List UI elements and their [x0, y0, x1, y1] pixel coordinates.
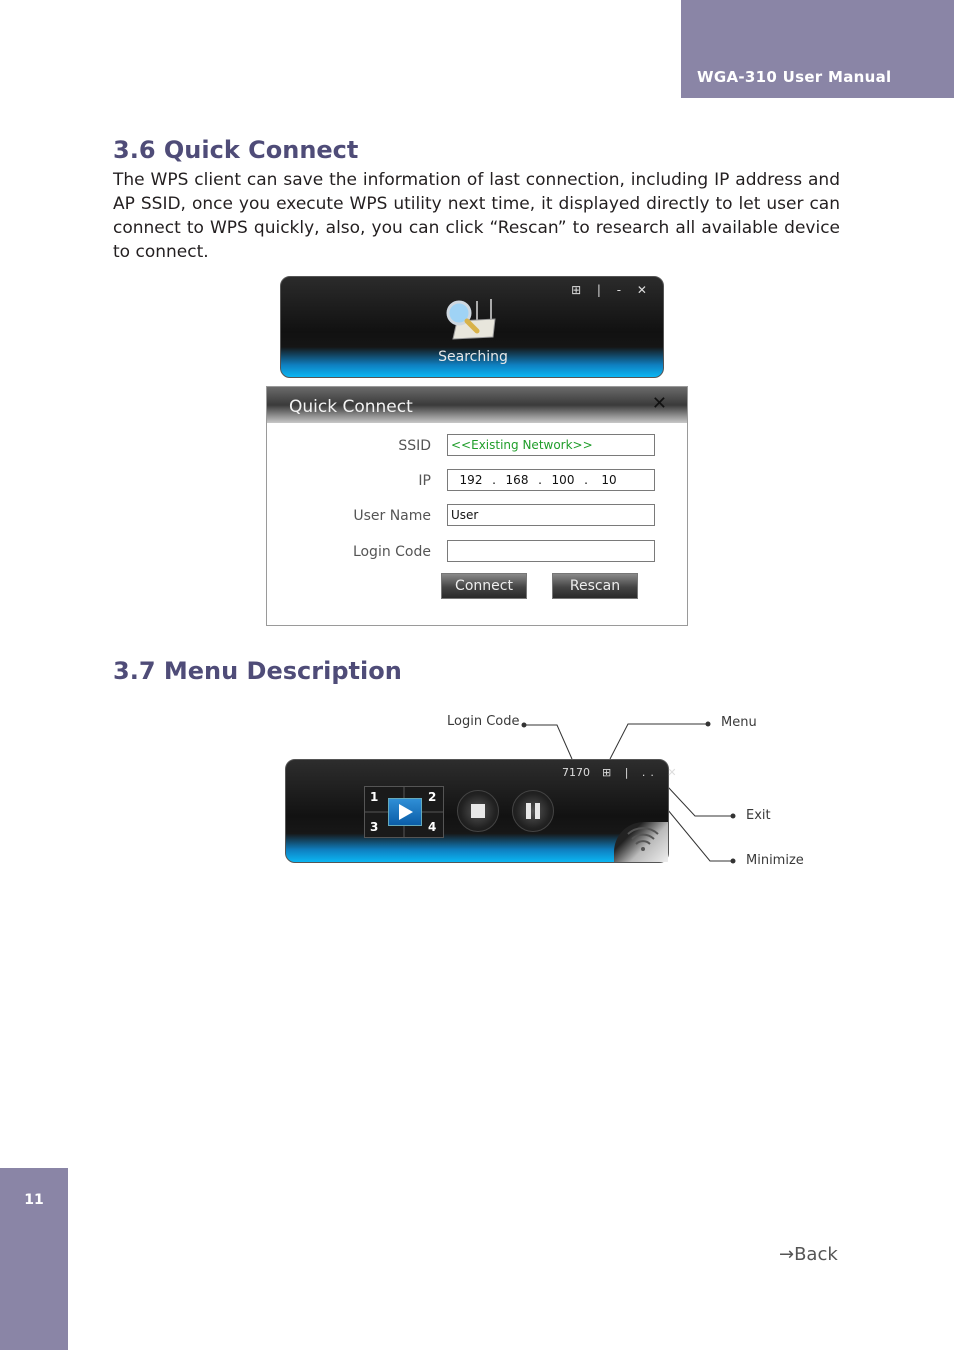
- callout-login-code: Login Code: [447, 714, 520, 729]
- slot-1[interactable]: 1: [370, 790, 379, 804]
- callout-exit: Exit: [746, 808, 771, 823]
- pause-button[interactable]: [512, 790, 554, 832]
- ip-octet-2[interactable]: 168: [505, 473, 529, 487]
- stop-button[interactable]: [457, 790, 499, 832]
- quick-connect-paragraph: The WPS client can save the information of last connection, including IP address and AP SSID, once you execute WPS utility next time, it displayed directly to let user can connect to WPS quickly, also, you can click “Rescan” to research all available device to connect.: [113, 170, 840, 262]
- ip-octet-4[interactable]: 10: [601, 473, 617, 487]
- play-icon: [389, 799, 421, 825]
- pause-icon: [513, 791, 553, 831]
- menu-description-heading: 3.7 Menu Description: [113, 657, 402, 685]
- rescan-button[interactable]: Rescan: [552, 573, 638, 599]
- wifi-icon: [614, 822, 668, 862]
- ip-octet-1[interactable]: 192: [459, 473, 483, 487]
- ip-octet-3[interactable]: 100: [551, 473, 575, 487]
- searching-status: Searching: [438, 349, 508, 365]
- wps-player-widget: [285, 759, 682, 863]
- ssid-label: SSID: [398, 438, 431, 454]
- manual-title: WGA-310 User Manual: [697, 68, 892, 86]
- ip-dot: .: [492, 473, 496, 487]
- player-window-buttons[interactable]: ⊞ | .. ✕: [602, 766, 682, 779]
- close-icon[interactable]: ✕: [651, 393, 667, 414]
- connect-button[interactable]: Connect: [441, 573, 527, 599]
- ip-label: IP: [418, 473, 431, 489]
- slot-3[interactable]: 3: [370, 820, 379, 834]
- username-field[interactable]: User: [447, 504, 655, 526]
- username-label: User Name: [353, 508, 431, 524]
- page-number-tab: [0, 1168, 68, 1350]
- ip-dot: .: [538, 473, 542, 487]
- callout-minimize: Minimize: [746, 853, 804, 868]
- login-code-label: Login Code: [352, 544, 431, 560]
- slot-2[interactable]: 2: [428, 790, 437, 804]
- searching-window-buttons[interactable]: ⊞ | ‑ ✕: [571, 283, 653, 297]
- ssid-field[interactable]: <<Existing Network>>: [447, 434, 655, 456]
- callout-menu: Menu: [721, 715, 757, 730]
- quick-connect-heading: 3.6 Quick Connect: [113, 136, 359, 164]
- wifi-corner: [614, 822, 668, 862]
- play-button[interactable]: [388, 798, 422, 826]
- slot-4[interactable]: 4: [428, 820, 437, 834]
- page-number: 11: [24, 1192, 44, 1208]
- dialog-title: Quick Connect: [289, 397, 413, 417]
- login-code-display: 7170: [562, 766, 590, 779]
- ip-dot: .: [584, 473, 588, 487]
- slot-grid: [364, 786, 444, 838]
- stop-icon: [458, 791, 498, 831]
- back-link[interactable]: →Back: [779, 1244, 838, 1265]
